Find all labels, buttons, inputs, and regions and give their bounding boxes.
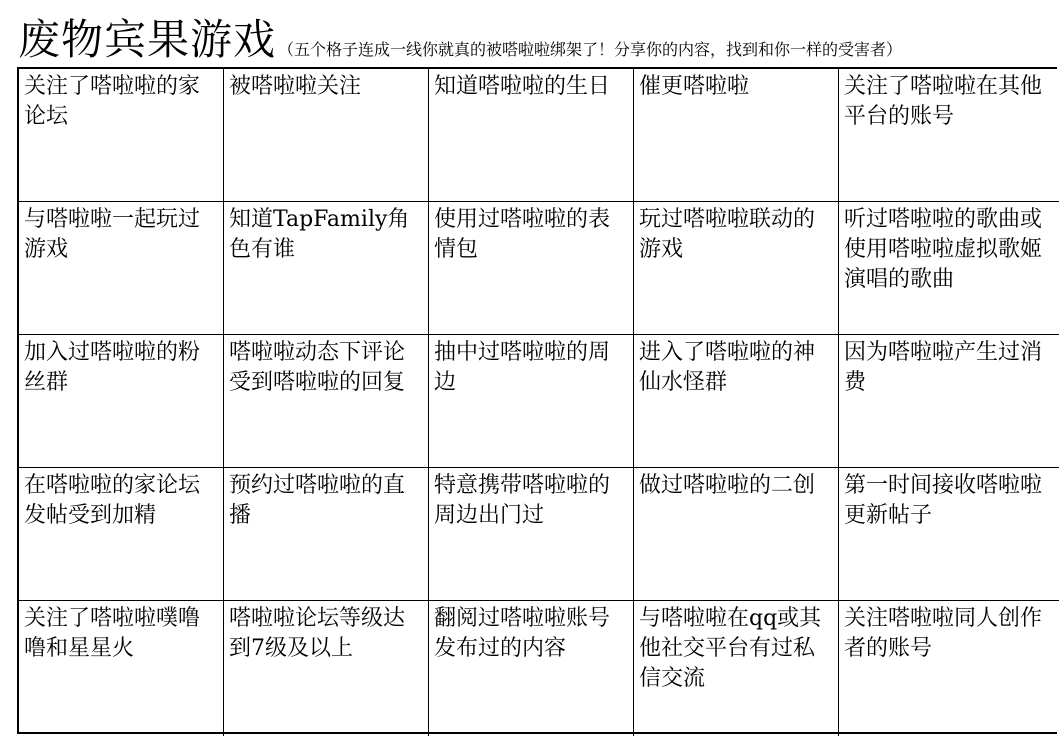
bingo-cell[interactable]: 抽中过嗒啦啦的周边 <box>429 335 634 468</box>
bingo-cell[interactable]: 催更嗒啦啦 <box>634 69 839 202</box>
bingo-grid <box>17 67 1057 734</box>
bingo-cell[interactable]: 关注了嗒啦啦在其他平台的账号 <box>839 69 1059 202</box>
bingo-cell[interactable]: 加入过嗒啦啦的粉丝群 <box>19 335 224 468</box>
bingo-cell[interactable]: 预约过嗒啦啦的直播 <box>224 468 429 601</box>
bingo-cell[interactable]: 关注了嗒啦啦噗噜噜和星星火 <box>19 601 224 736</box>
bingo-cell[interactable]: 关注了嗒啦啦的家论坛 <box>19 69 224 202</box>
bingo-cell[interactable]: 做过嗒啦啦的二创 <box>634 468 839 601</box>
bingo-cell[interactable]: 被嗒啦啦关注 <box>224 69 429 202</box>
bingo-cell[interactable]: 特意携带嗒啦啦的周边出门过 <box>429 468 634 601</box>
bingo-cell[interactable]: 使用过嗒啦啦的表情包 <box>429 202 634 335</box>
bingo-cell[interactable]: 翻阅过嗒啦啦账号发布过的内容 <box>429 601 634 736</box>
bingo-cell[interactable]: 嗒啦啦动态下评论受到嗒啦啦的回复 <box>224 335 429 468</box>
bingo-cell[interactable]: 关注嗒啦啦同人创作者的账号 <box>844 606 1043 661</box>
bingo-cell[interactable]: 嗒啦啦论坛等级达到7级及以上 <box>224 601 429 736</box>
bingo-cell[interactable]: 进入了嗒啦啦的神仙水怪群 <box>634 335 839 468</box>
page-title: 废物宾果游戏 <box>18 15 277 64</box>
bingo-cell[interactable]: 与嗒啦啦在qq或其他社交平台有过私信交流 <box>634 601 839 736</box>
bingo-cell[interactable]: 听过嗒啦啦的歌曲或使用嗒啦啦虚拟歌姬演唱的歌曲 <box>839 202 1059 335</box>
bingo-cell[interactable]: 第一时间接收嗒啦啦更新帖子 <box>839 468 1059 601</box>
bingo-cell[interactable]: 知道嗒啦啦的生日 <box>429 69 634 202</box>
page-subtitle: （五个格子连成一线你就真的被嗒啦啦绑架了！分享你的内容，找到和你一样的受害者） <box>278 40 903 59</box>
bingo-cell[interactable]: 在嗒啦啦的家论坛发帖受到加精 <box>19 468 224 601</box>
header <box>18 8 902 66</box>
bingo-cell[interactable]: 知道TapFamily角色有谁 <box>224 202 429 335</box>
bingo-cell[interactable]: 与嗒啦啦一起玩过游戏 <box>19 202 224 335</box>
bingo-cell[interactable]: 玩过嗒啦啦联动的游戏 <box>634 202 839 335</box>
bingo-cell[interactable]: 因为嗒啦啦产生过消费 <box>839 335 1059 468</box>
